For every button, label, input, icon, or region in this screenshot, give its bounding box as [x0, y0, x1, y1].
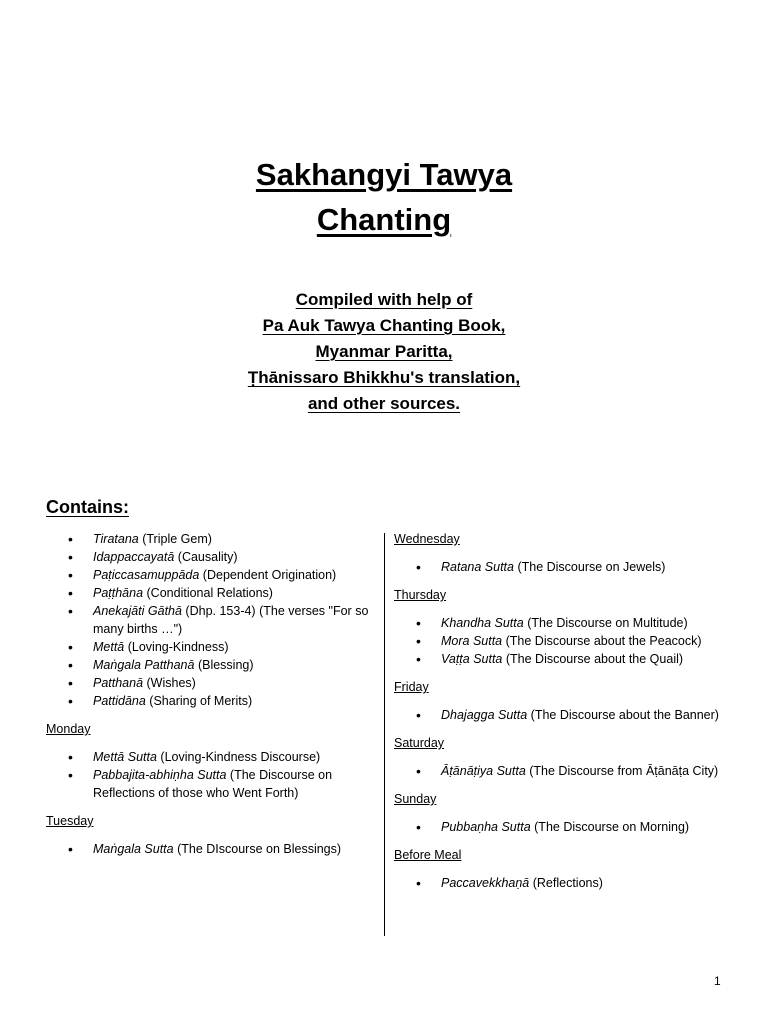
- subtitle-line: Myanmar Paritta,: [315, 342, 453, 361]
- sunday-list: [394, 818, 724, 836]
- list-item: • Mora Sutta (The Discourse about the Peacock): [394, 632, 724, 650]
- list-item: • Maṅgala Patthanā (Blessing): [46, 656, 376, 674]
- before-meal-list: [394, 874, 724, 892]
- subtitle-line: Pa Auk Tawya Chanting Book,: [262, 316, 506, 335]
- section-heading-thursday: Thursday: [394, 588, 447, 602]
- list-item: • Patthanā (Wishes): [46, 674, 376, 692]
- section-heading-wednesday: Wednesday: [394, 532, 460, 546]
- section-heading-monday: Monday: [46, 722, 91, 736]
- title-line-1: Sakhangyi Tawya: [255, 157, 513, 192]
- subtitle-line: Ṭhānissaro Bhikkhu's translation,: [247, 368, 521, 387]
- list-item: • Mettā Sutta (Loving-Kindness Discourse): [46, 748, 376, 766]
- list-item: • Dhajagga Sutta (The Discourse about the Banner): [394, 706, 724, 724]
- section-heading-sunday: Sunday: [394, 792, 437, 806]
- saturday-list: [394, 762, 724, 780]
- column-divider: [384, 533, 385, 936]
- right-column: [394, 530, 724, 892]
- tuesday-list: [46, 840, 376, 858]
- list-item: • Paccavekkhaṇā (Reflections): [394, 874, 724, 892]
- friday-list: [394, 706, 724, 724]
- list-item: • Khandha Sutta (The Discourse on Multitude): [394, 614, 724, 632]
- left-column: [46, 530, 376, 858]
- list-item: • Anekajāti Gāthā (Dhp. 153-4) (The verses "For so many births …"): [46, 602, 376, 638]
- subtitle-line: Compiled with help of: [295, 290, 473, 309]
- contains-heading: Contains:: [46, 497, 129, 517]
- page-number: 1: [714, 974, 721, 988]
- wednesday-list: [394, 558, 724, 576]
- section-heading-saturday: Saturday: [394, 736, 445, 750]
- list-item: • Āṭānāṭiya Sutta (The Discourse from Āṭānāṭa City): [394, 762, 724, 780]
- list-item: • Tiratana (Triple Gem): [46, 530, 376, 548]
- section-heading-friday: Friday: [394, 680, 429, 694]
- list-item: • Maṅgala Sutta (The DIscourse on Blessings): [46, 840, 376, 858]
- list-item: • Pubbaṇha Sutta (The Discourse on Morning): [394, 818, 724, 836]
- list-item: • Paṭṭhāna (Conditional Relations): [46, 584, 376, 602]
- general-list: [46, 530, 376, 710]
- document-subtitle: [0, 287, 768, 417]
- title-line-2: Chanting: [316, 202, 452, 237]
- document-title: [0, 152, 768, 242]
- section-heading-tuesday: Tuesday: [46, 814, 94, 828]
- list-item: • Mettā (Loving-Kindness): [46, 638, 376, 656]
- monday-list: [46, 748, 376, 802]
- list-item: • Pattidāna (Sharing of Merits): [46, 692, 376, 710]
- section-heading-before-meal: Before Meal: [394, 848, 462, 862]
- list-item: • Idappaccayatā (Causality): [46, 548, 376, 566]
- list-item: • Pabbajita-abhiṇha Sutta (The Discourse on Reflections of those who Went Forth): [46, 766, 376, 802]
- subtitle-line: and other sources.: [307, 394, 461, 413]
- list-item: • Paṭiccasamuppāda (Dependent Origination): [46, 566, 376, 584]
- list-item: • Ratana Sutta (The Discourse on Jewels): [394, 558, 724, 576]
- list-item: • Vaṭṭa Sutta (The Discourse about the Quail): [394, 650, 724, 668]
- thursday-list: [394, 614, 724, 668]
